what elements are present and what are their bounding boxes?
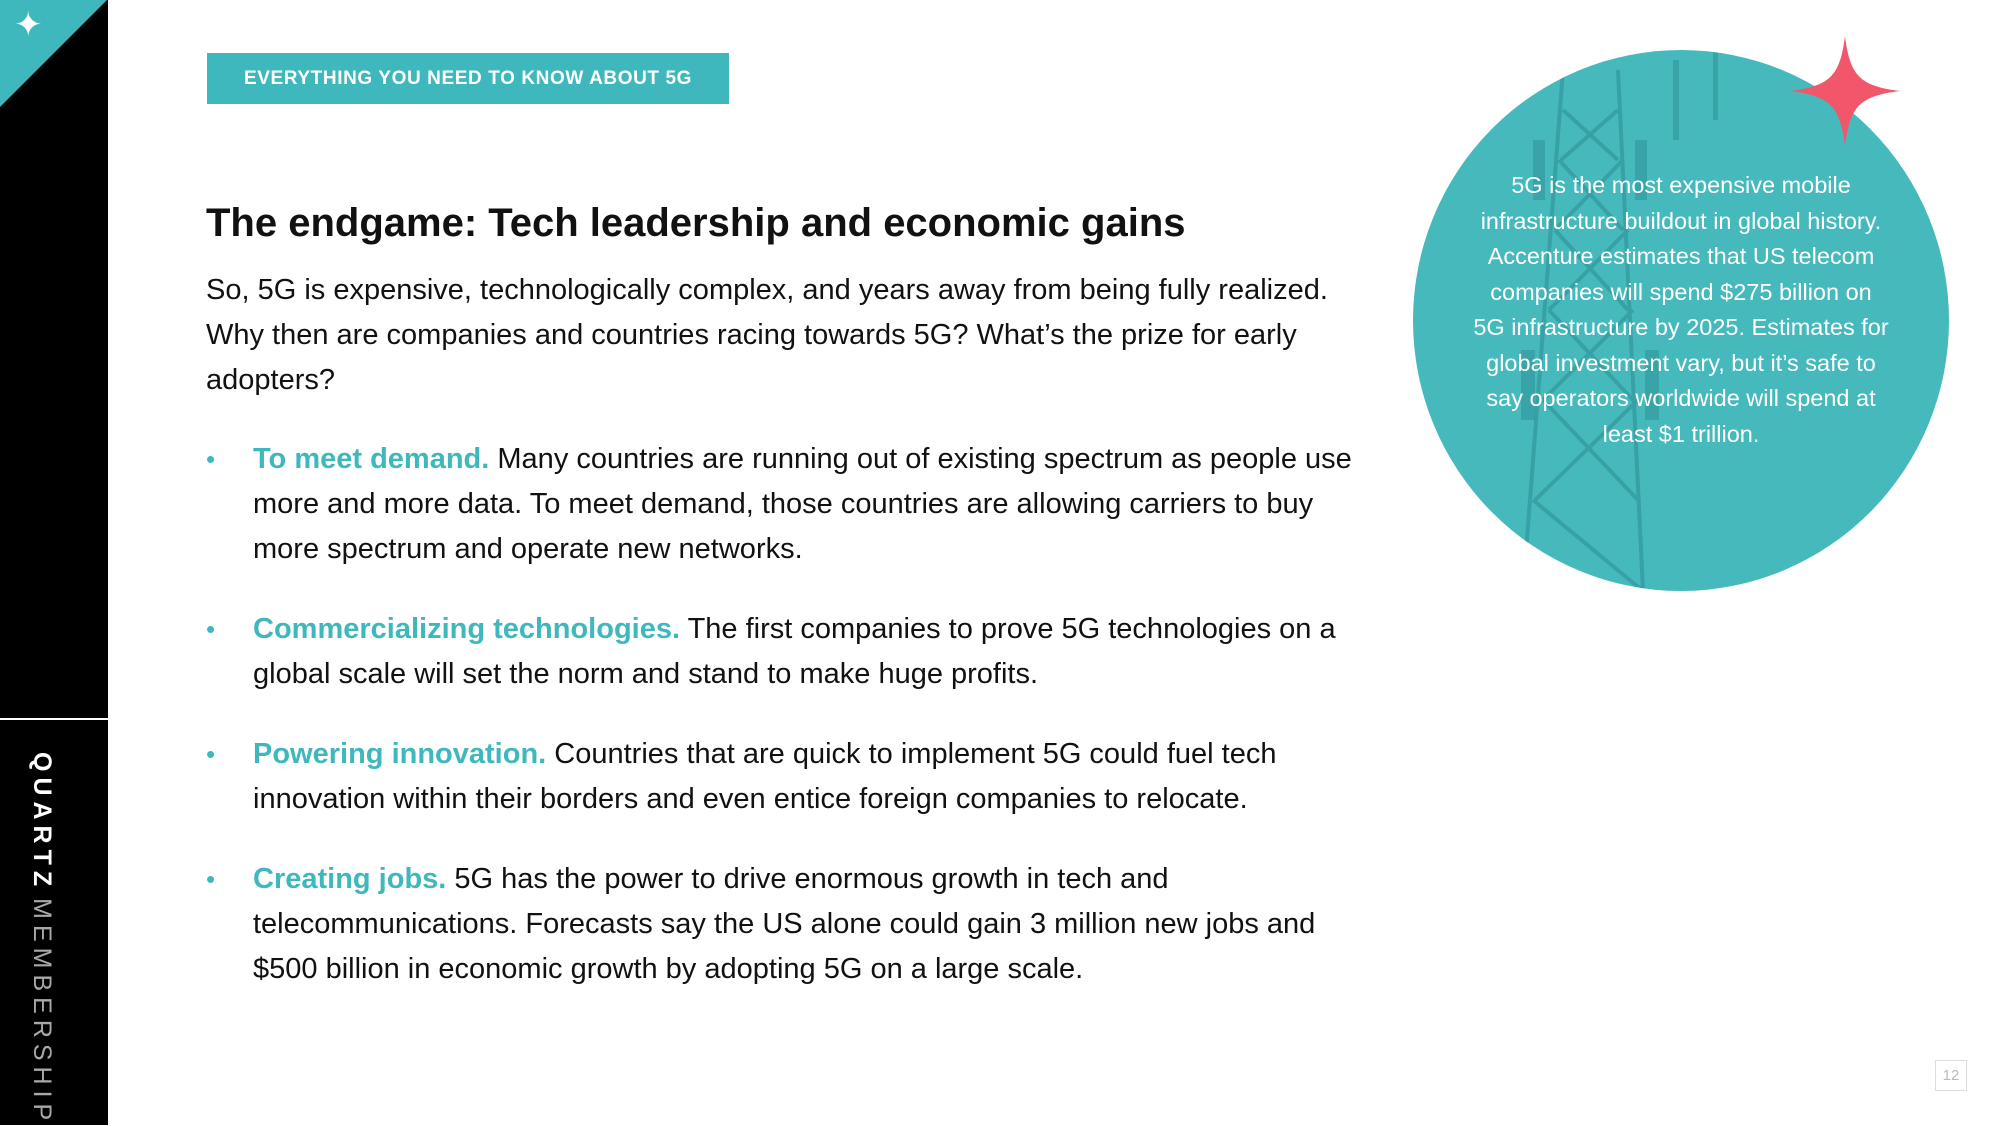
bullet-lead: To meet demand. [253,443,490,475]
bullet-list [206,437,1366,992]
page-title: The endgame: Tech leadership and economic gains [206,201,1186,245]
bullet-text: The first companies to prove 5G technologies on a global scale will set the norm and stand to make huge profits. [253,613,1336,690]
list-item [206,607,1366,697]
bullet-text: Many countries are running out of existing spectrum as people use more and more data. To meet demand, those countries are allowing carriers to buy more spectrum and operate new networks. [253,443,1352,565]
sidebar [0,0,108,1125]
bullet-lead: Commercializing technologies. [253,613,681,645]
brand-secondary: MEMBERSHIP [28,898,56,1126]
callout-text: 5G is the most expensive mobile infrastructure buildout in global history. Accenture estimates that US telecom companies will spend $275 billion on 5G infrastructure by 2025. Estimates for global investment vary, but it’s safe to say operators worldwide will spend at least $1 trillion. [1473,172,1889,447]
pink-star-icon [1790,36,1900,146]
list-item [206,857,1366,992]
sidebar-divider [0,718,108,720]
bullet-text: 5G has the power to drive enormous growth in tech and telecommunications. Forecasts say the US alone could gain 3 million new jobs and $500 billion in economic growth by adopting 5G on a large scale. [253,863,1316,985]
list-item [206,437,1366,572]
main-content [206,196,1366,1027]
bullet-lead: Powering innovation. [253,738,547,770]
brand-wordmark [29,752,54,1126]
sparkle-icon: ✦ [14,5,43,45]
bullet-icon: • [206,614,216,644]
bullet-icon: • [206,739,216,769]
list-item [206,732,1366,822]
brand-primary: QUARTZ [28,752,56,893]
bullet-text: Countries that are quick to implement 5G could fuel tech innovation within their borders and even entice foreign companies to relocate. [253,738,1277,815]
bullet-lead: Creating jobs. [253,863,447,895]
bullet-icon: • [206,864,216,894]
section-kicker: EVERYTHING YOU NEED TO KNOW ABOUT 5G [207,53,729,104]
bullet-icon: • [206,444,216,474]
intro-paragraph: So, 5G is expensive, technologically complex, and years away from being fully realized. Why then are companies and countries racing towards 5G? What’s the prize for early adopters? [206,274,1328,396]
page-number: 12 [1935,1060,1967,1091]
